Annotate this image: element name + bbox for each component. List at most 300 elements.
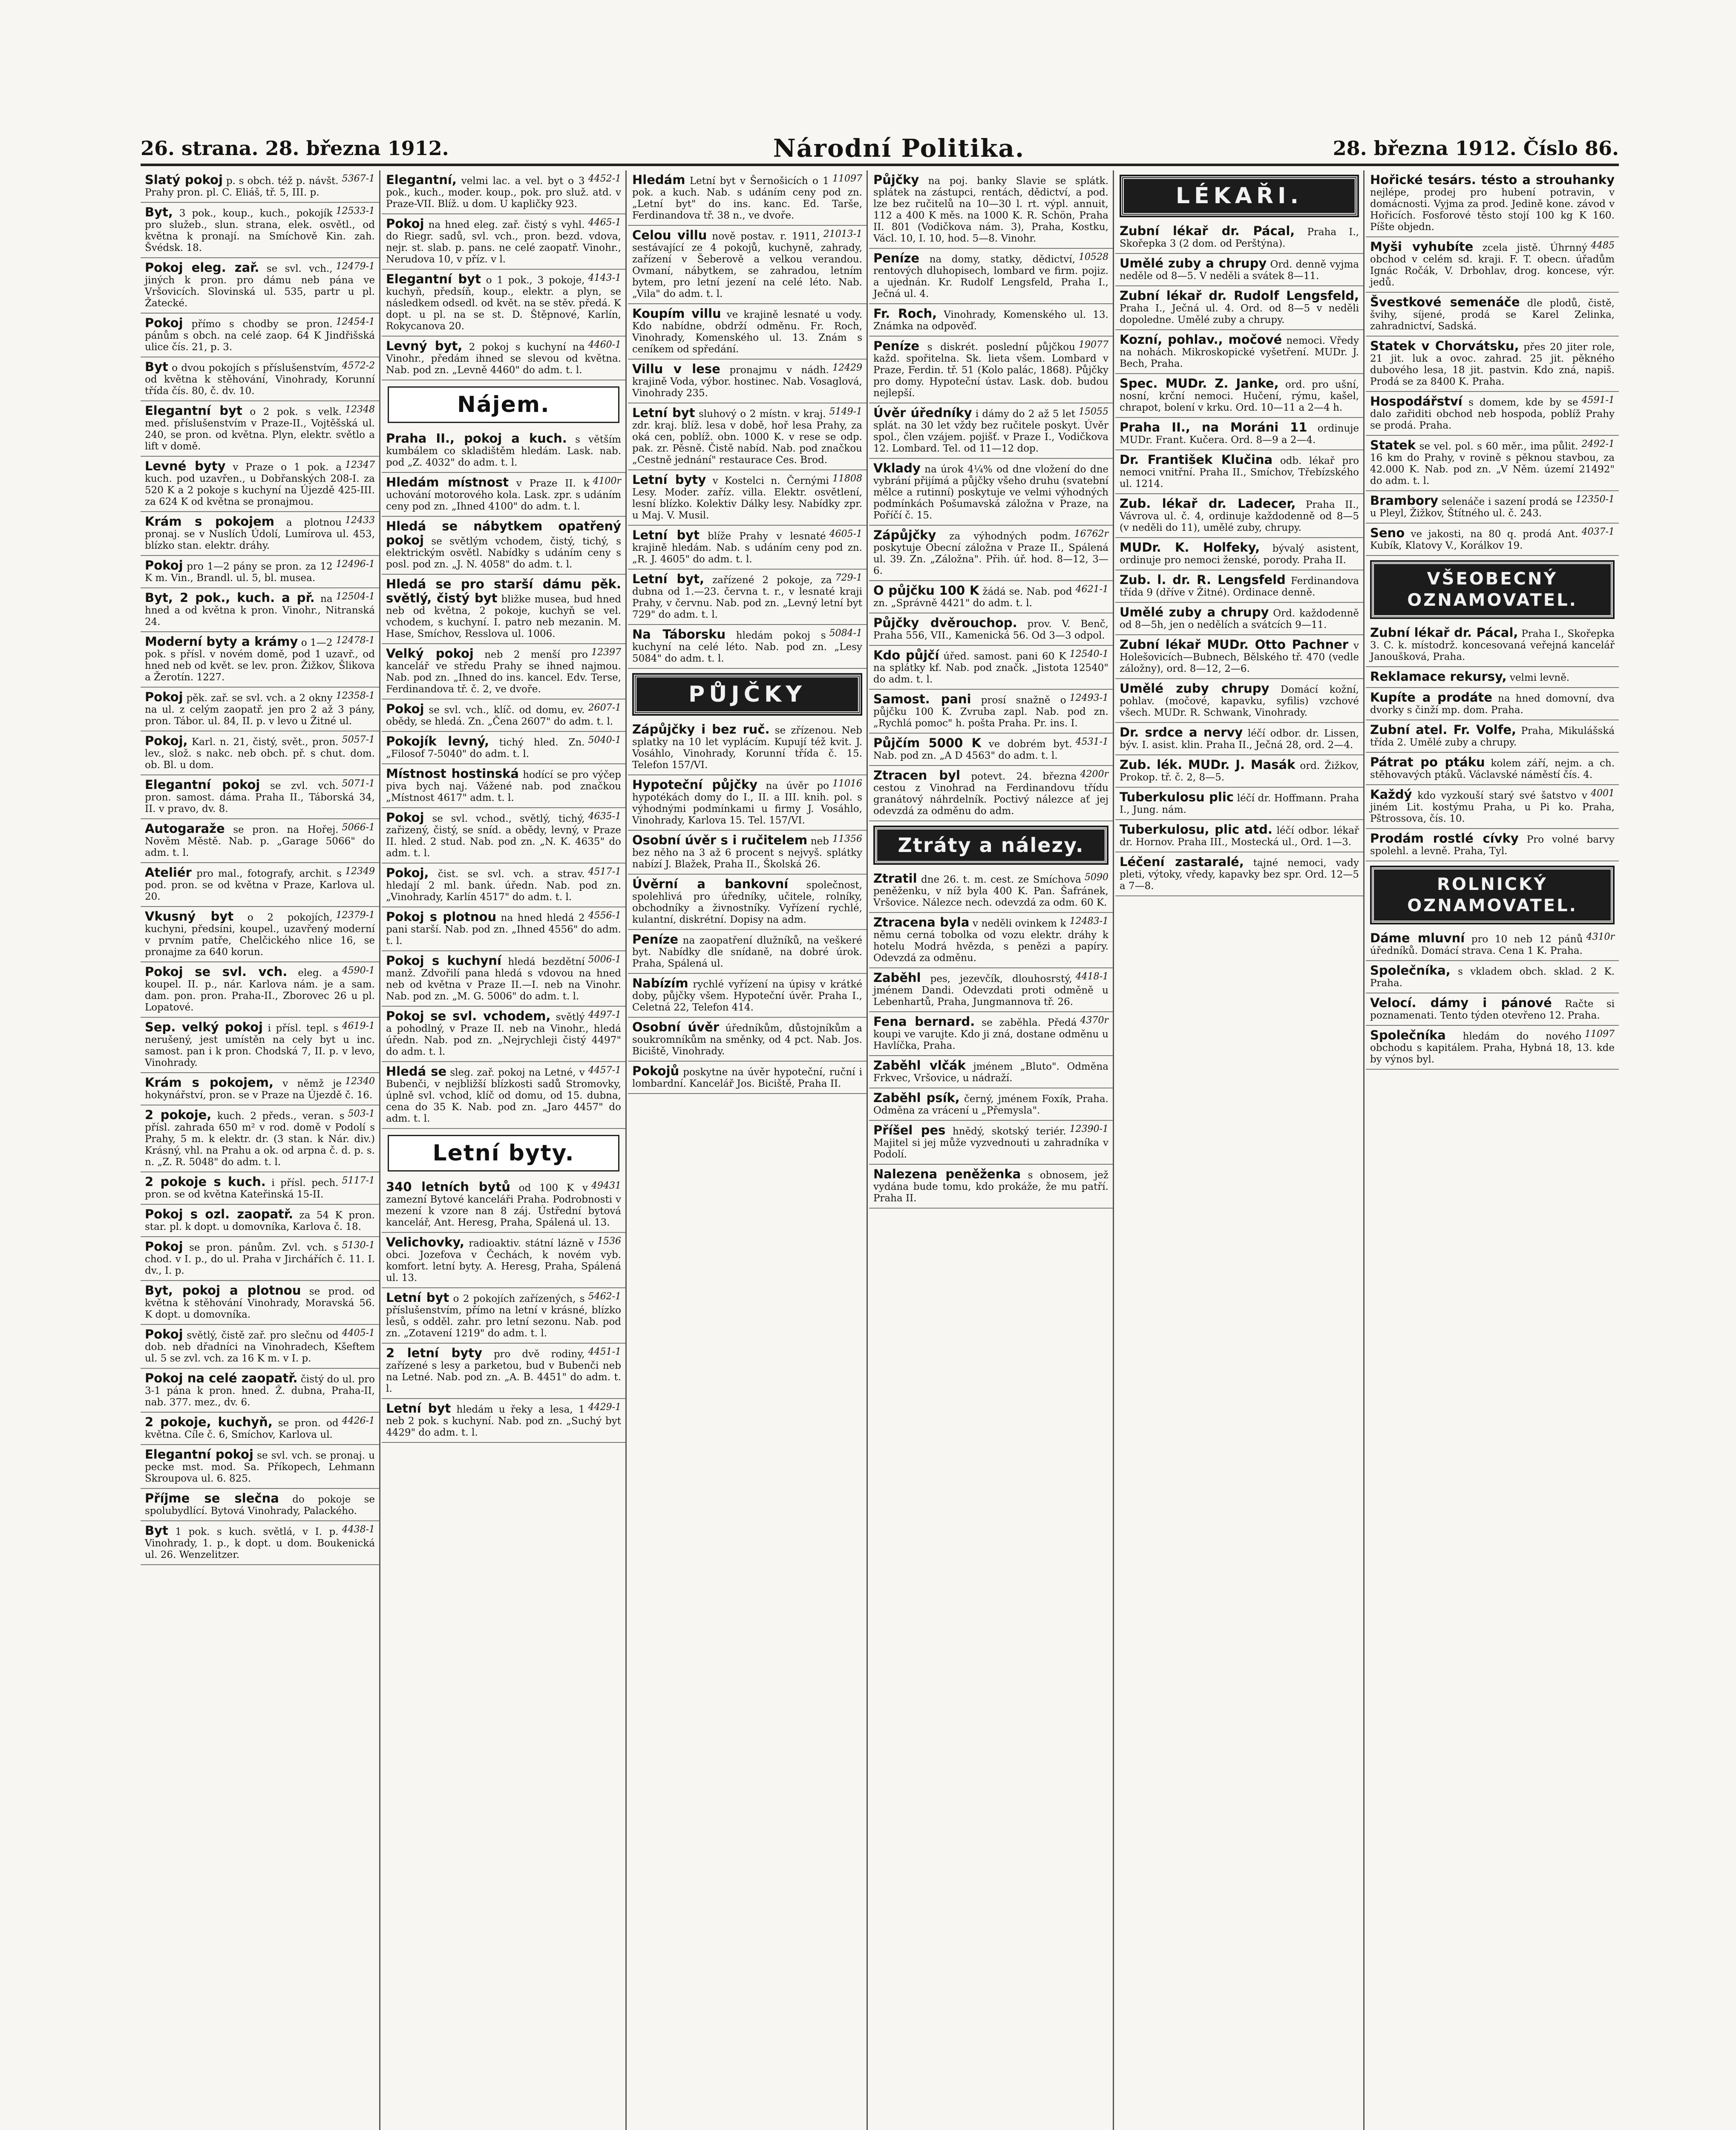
ad-text: za 54 K pron. star. pl. k dopt. u domovníka, Karlova č. 18. [145, 1210, 375, 1232]
ad-title: Osobní úvěr s i ručitelem [632, 833, 808, 847]
ad-text: se světlým vchodem, čistý, tichý, s elektrickým osvětl. Nabídky s udáním ceny s posl. pod zn. „J. N. 4058" do adm. t. l. [386, 536, 621, 570]
classified-ad [1366, 929, 1619, 961]
ad-title: Autogaraže [145, 821, 225, 836]
classified-ad [1115, 538, 1363, 570]
ad-title: Zubní lékař MUDr. Otto Pachner [1120, 637, 1349, 652]
ad-text: pro dvě rodiny, zařízené s lesy a parketou, bud v Bubenči neb na Letné. Nab. pod zn. „A. B. 4451" do adm. t. l. [386, 1349, 621, 1394]
ad-text: společnost, spolehlivá pro úředníky, učitele, rolníky, obchodníky a živnostníky. Vyřízení rychlé, kulantní, diskrétní. Dopisy na adm. [632, 880, 863, 925]
classified-ad [141, 1205, 379, 1237]
ad-code: 4556-1 [588, 910, 621, 921]
ad-title: Letní byt, [632, 572, 705, 586]
ad-text: s obnosem, jež vydána bude tomu, kdo prokáže, že mu patří. Praha II. [873, 1170, 1108, 1204]
ad-text: o 1 pok., 3 pokoje, kuchyň, předsíň, koup., elektr. a plyn, se následkem odsedl. od květ. na se stěv. předá. K dopt. u pl. na se st. D. Štěpnové, Karlín, Rokycanova 20. [386, 275, 621, 332]
ad-text: na zaopatření dlužníků, na veškeré byt. Nabídky dle snídaně, na dobré úrok. Praha, Spálená ul. [632, 935, 862, 969]
ad-text: léčí dr. Hoffmann. Praha I., Jung. nám. [1120, 793, 1359, 815]
classified-ad [869, 646, 1113, 690]
classified-ad [1115, 254, 1363, 286]
classified-ad [1366, 491, 1619, 524]
ad-text: hodící se pro výčep piva bych naj. Vážené nab. pod značkou „Místnost 4617" adm. t. l. [386, 769, 622, 803]
classified-ad [1115, 679, 1363, 723]
ad-title: 340 letních bytů [386, 1180, 510, 1194]
column-6 [1366, 170, 1619, 2130]
ad-title: Letní byt [632, 528, 700, 542]
ad-code: 4452-1 [588, 173, 621, 184]
ad-code: 4590-1 [342, 965, 375, 976]
ad-code: 12454-1 [336, 317, 375, 327]
ad-text: se svl. vchod., světlý, tichý, zařizený, čistý, se sníd. a obědy, levný, v Praze II. hled. 2 stud. Nab. pod zn. „N. K. 4635" do adm. t. l. [386, 813, 621, 859]
ad-code: 5057-1 [342, 734, 375, 745]
ad-title: Úvěr úředníky [873, 406, 972, 420]
ad-title: Půjčky [873, 173, 919, 187]
ad-text: od 100 K v zamezní Bytové kanceláři Praha. Podrobnosti v mezení k vzore nan 8 záj. Ústřední bytová kancelář, Ant. Heresg, Praha, Spálená ul. 13. [386, 1183, 621, 1228]
ad-code: 4310r [1586, 932, 1615, 942]
classified-ad [1115, 222, 1363, 254]
classified-ad [628, 170, 867, 226]
ad-text: na hned domovní, dva dvorky s činží mp. dom. Praha. [1370, 693, 1615, 716]
ad-text: žádá se. Nab. pod zn. „Správně 4421" do adm. t. l. [873, 586, 1072, 609]
ad-code: 12540-1 [1069, 649, 1108, 659]
ad-code: 4438-1 [342, 1524, 375, 1535]
ad-title: Příjme se slečna [145, 1491, 279, 1505]
ad-text: o 2 pokojích zařízených, s příslušenstvím, přímo na letní v krásné, blízko lesů, s odděl. zahr. pro letní sezonu. Nab. pod zn. „Zotavení 1219" do adm. t. l. [386, 1293, 621, 1339]
ad-code: 15055 [1079, 406, 1108, 417]
ad-title: Společníka [1370, 1028, 1446, 1042]
ad-title: Kdo půjčí [873, 648, 939, 662]
ad-code: 11808 [832, 473, 862, 484]
ad-code: 4100r [593, 476, 621, 486]
classified-ad [628, 875, 867, 930]
header-page-date: 26. strana. 28. března 1912. [141, 137, 449, 160]
ad-title: Peníze [873, 339, 920, 353]
classified-ad [1366, 720, 1619, 753]
classified-ad [382, 951, 625, 1007]
ad-code: 4497-1 [588, 1010, 621, 1020]
ad-title: Dr. František Klučina [1120, 452, 1273, 467]
ad-text: nově postav. r. 1911, sestávající ze 4 pokojů, kuchyně, zahrady, zařízení v Šeberově a velkou verandou. Ovmaní, nábytkem, se zahradou, letním bytem, pro letní jezení na celé léto. Nab. „Vila" do adm. t. l. [632, 231, 862, 299]
ad-title: Pokoj s plotnou [386, 910, 497, 924]
ad-text: bližke musea, bud hned neb od května, 2 pokoje, kuchyň se vel. vchodem, s kuchyní. I. patro neb mezanin. M. Hase, Smíchov, Resslova ul. 1006. [386, 594, 621, 639]
classified-ad [869, 526, 1113, 581]
ad-title: Pokoj eleg. zař. [145, 260, 259, 275]
ad-text: ve dobrém byt. Nab. pod zn. „A D 4563" do adm. t. l. [873, 739, 1072, 761]
ad-text: se svl. vch., klíč. od domu, ev. obědy, se hledá. Zn. „Čena 2607" do adm. t. l. [386, 705, 613, 727]
ad-code: 12390-1 [1069, 1124, 1108, 1134]
classified-ad [1366, 436, 1619, 491]
classified-ad [1366, 667, 1619, 688]
ad-text: hledám do nového obchodu s kapitálem. Praha, Hybná 18, 13. kde by výnos byl. [1370, 1031, 1615, 1065]
ad-code: 12349 [345, 866, 375, 877]
classified-ad [1366, 293, 1619, 337]
ad-code: 5066-1 [342, 822, 375, 833]
ad-code: 4143-1 [588, 273, 621, 283]
ad-text: prov. V. Benč, Praha 556, VII., Kamenická 56. Od 3—3 odpol. [873, 619, 1108, 641]
ad-text: Praha, Mikulášská třída 2. Umělé zuby a chrupy. [1370, 725, 1615, 748]
ad-title: Velocí. dámy i pánové [1370, 996, 1552, 1010]
ad-title: Dáme mluvní [1370, 931, 1465, 945]
classified-ad [628, 470, 867, 526]
ad-text: do pokoje se spolubydlící. Bytová Vinohrady, Palackého. [145, 1494, 375, 1517]
classified-ad [1115, 286, 1363, 330]
section-title: Ztráty a nálezy. [875, 827, 1107, 863]
classified-ad [1115, 852, 1363, 896]
ad-text: v Holešovicích—Bubnech, Bělského tř. 470 (vedle záložny), ord. 8—12, 2—6. [1120, 640, 1359, 674]
ad-title: Pokoj [386, 810, 424, 825]
ad-text: se prod. od května k stěhování Vinohrady, Moravská 56. K dopt. u domovníka. [145, 1286, 375, 1320]
ad-title: Letní byt [386, 1290, 449, 1305]
ad-text: přímo s chodby se pron. pánům s obch. na celé zaop. 64 K Jindřišská ulice čís. 21, p. 3. [145, 319, 375, 353]
classified-ad [141, 1172, 379, 1205]
classified-ad [141, 731, 379, 775]
ad-title: Ztracena byla [873, 915, 970, 930]
classified-ad [628, 831, 867, 875]
classified-ad [382, 517, 625, 575]
ad-title: Osobní úvěr [632, 1020, 720, 1034]
ad-text: zcela jistě. Úhrnný obchod v celém sd. kraji. F. T. obecn. úřadům Ignác Ročák, V. Drbohlav, drog. koncese, výr. jedů. [1370, 242, 1615, 288]
ad-title: Úvěrní a bankovní [632, 877, 789, 891]
ad-text: černý, jménem Foxík, Praha. Odměna za vrácení u „Přemysla". [873, 1094, 1108, 1116]
ad-title: Zápůjčky [873, 528, 936, 542]
ad-code: 2607-1 [588, 702, 621, 713]
classified-ad [382, 1177, 625, 1233]
ad-text: i přísl. tepl. s nerušený, jest umístěn na cely byt u inc. samost. pan i k pron. Chodská 7, II. p. v levo, Vinohrady. [145, 1023, 375, 1068]
ad-title: Elegantní pokoj [145, 1447, 253, 1462]
ad-text: radioaktiv. státní lázně v obci. Jozefova v Čechách, k novém vyb. komfort. letní byty. A. Heresg, Praha, Spálená ul. 13. [386, 1238, 621, 1284]
ad-code: 12350-1 [1575, 494, 1615, 505]
ad-code: 19077 [1079, 340, 1108, 350]
ad-title: Byt, pokoj a plotnou [145, 1283, 301, 1298]
ad-text: selenáče i sazení prodá se u Pleyl, Žižkov, Štítného ul. č. 243. [1370, 496, 1572, 519]
classified-ad [628, 360, 867, 403]
ad-title: Byt, 2 pok., kuch. a př. [145, 590, 315, 605]
classified-ad [382, 1288, 625, 1344]
ad-title: Umělé zuby a chrupy [1120, 605, 1269, 619]
ad-text: neb bez něho na 3 až 6 procent s nejvyš. splátky nabízí J. Blažek, Praha II., Školská 26. [632, 836, 862, 870]
ad-title: Elegantní, [386, 173, 457, 187]
ad-code: 4531-1 [1075, 737, 1108, 747]
ad-code: 4635-1 [588, 811, 621, 822]
classified-ad [869, 459, 1113, 526]
classified-ad [1366, 623, 1619, 667]
ad-title: 2 letní byty [386, 1346, 483, 1360]
ad-text: s větším kumbálem co skladištěm hledám. Lask. nab. pod „Z. 4032" do adm. t. l. [386, 434, 621, 468]
ad-code: 12397 [591, 647, 621, 658]
ad-code: 4429-1 [588, 1402, 621, 1413]
classified-ad [869, 869, 1113, 913]
ad-code: 4572-2 [342, 360, 375, 371]
ad-title: Elegantní byt [386, 272, 481, 286]
ad-code: 4426-1 [342, 1416, 375, 1426]
classified-ad [141, 170, 379, 203]
classified-ad [141, 1489, 379, 1521]
ad-title: Byt [145, 360, 168, 374]
ad-title: Zaběhl psík, [873, 1091, 960, 1105]
ad-text: na úvěr po hypotékách domy do I., II. a III. knih. pol. s výhodnými podmínkami u firmy J. Vosáhlo, Vinohrady, Karlova 15. Tel. 157/VI. [632, 780, 862, 826]
ad-text: se pron. na Hořej. Nověm Městě. Nab. p. „Garage 5066" do adm. t. l. [145, 824, 375, 858]
ad-title: MUDr. K. Holfeky, [1120, 540, 1260, 555]
ad-title: Zub. lék. MUDr. J. Masák [1120, 757, 1296, 772]
section-title: Letní byty. [388, 1135, 619, 1172]
ad-code: 12479-1 [336, 261, 375, 272]
ad-text: za výhodných podm. poskytuje Obecní záložna v Praze II., Spálená ul. 39. Zn. „Záložna". Přih. úř. hod. 8—12, 3—6. [873, 531, 1108, 576]
ad-title: Tuberkulosu, plic atd. [1120, 822, 1272, 837]
ad-code: 21013-1 [823, 229, 862, 239]
ad-text: pro 1—2 pány se pron. za 12 K m. Vin., Brandl. ul. 5, bl. musea. [145, 561, 333, 584]
classified-ad [869, 1012, 1113, 1056]
classified-ad [869, 734, 1113, 766]
column-4 [869, 170, 1114, 2130]
classified-ad [628, 720, 867, 775]
ad-title: Zubní atel. Fr. Volfe, [1370, 722, 1517, 737]
ad-title: Půjčím 5000 K [873, 736, 982, 750]
ad-text: o 2 pokojích, kuchyni, předsíni, koupel., uzavřený moderní v prvním patře, Chelčického nlice 16, se pronajme za 640 korun. [145, 912, 375, 958]
classified-ad [1115, 450, 1363, 494]
column-3 [628, 170, 868, 2130]
classified-ad [1366, 993, 1619, 1026]
ad-text: na hned hledá 2 pani starší. Nab. pod zn. „Ihned 4556" do adm. t. l. [386, 912, 621, 947]
ad-title: O půjčku 100 K [873, 583, 979, 598]
ad-title: Pátrat po ptáku [1370, 755, 1485, 769]
ad-title: Zubní lékař dr. Rudolf Lengsfeld, [1120, 288, 1359, 303]
classified-ad [869, 766, 1113, 821]
ad-title: Pokoj [145, 1327, 183, 1341]
ad-title: Letní byty [632, 472, 706, 487]
ad-text: se svl. vch. se pronaj. u pecke mst. mod. Sa. Příkopech, Lehmann Skroupova ul. 6. 825. [145, 1450, 375, 1484]
ad-code: 4517-1 [588, 866, 621, 877]
ad-text: světlý a pohodlný, v Praze II. neb na Vinohr., hledá úředn. Nab. pod zn. „Nejrychleji čistý 4497" do adm. t. l. [386, 1012, 621, 1057]
section-title: PŮJČKY [634, 675, 861, 714]
classified-ad [1115, 330, 1363, 374]
classified-ad [141, 1369, 379, 1413]
ad-title: Moderní byty a krámy [145, 634, 298, 649]
classified-ad [1115, 723, 1363, 755]
ad-text: neb 2 menší pro kancelář ve středu Prahy se ihned najmou. Nab. pod zn. „Ihned do ins. kancel. Edv. Terse, Ferdinandova tř. č. 2, ve dvoře. [386, 649, 621, 695]
classified-ad [141, 819, 379, 863]
classified-ad [141, 457, 379, 512]
ad-text: odb. lékař pro nemoci vnitřní. Praha II., Smíchov, Třebízského ul. 1214. [1120, 455, 1359, 489]
ad-text: prosí snažně o půjčku 100 K. Zvruba zapl. Nab. pod zn. „Rychlá pomoc" h. pošta Praha. Pr. ins. I. [873, 695, 1108, 729]
classified-ad [628, 1018, 867, 1062]
ad-text: hnědý, skotský teriér. Majitel si jej může vyzvednouti u zahradníka v Podolí. [873, 1126, 1108, 1160]
classified-ad [1115, 570, 1363, 603]
ad-text: velmi levně. [1509, 672, 1570, 683]
ad-code: 12347 [345, 460, 375, 470]
ad-text: hledám pokoj s kuchyní na celé léto. Nab. pod zn. „Lesy 5084" do adm. t. l. [632, 630, 862, 664]
ad-text: se pron. pánům. Zvl. vch. s chod. v I. p., do ul. Praha v Jirchářích č. 11. I. dv., I. p. [145, 1242, 375, 1276]
classified-ad [869, 968, 1113, 1012]
ad-text: s vkladem obch. sklad. 2 K. Praha. [1370, 966, 1615, 989]
classified-ad [141, 556, 379, 588]
ad-title: Hledám místnost [386, 475, 509, 489]
ad-title: Levné byty [145, 459, 226, 473]
ad-title: Pokoj [145, 316, 183, 330]
ad-code: 5130-1 [342, 1240, 375, 1251]
ad-title: Byt, [145, 205, 173, 219]
ad-code: 12433 [345, 515, 375, 526]
ad-title: Samost. pani [873, 692, 971, 706]
column-1 [141, 170, 380, 2130]
ad-text: v Praze II. k uchování motorového kola. Lask. zpr. s udáním ceny pod zn. „Ihned 4100" do adm. t. l. [386, 478, 621, 512]
section-title: VŠEOBECNÝ OZNAMOVATEL. [1372, 562, 1613, 617]
classified-ad [628, 930, 867, 974]
ad-code: 4037-1 [1581, 527, 1615, 537]
ad-text: v Kostelci n. Černými Lesy. Moder. zaříz. villa. Elektr. osvětlení, lesní blízko. Kolektiv Dálky lesy. Nabídky zpr. u Maj. V. Musil. [632, 475, 862, 521]
ad-code: 729-1 [835, 573, 862, 583]
ad-code: 49431 [591, 1180, 621, 1191]
ad-text: a plotnou pronaj. se v Nuslích Údolí, Lumírova ul. 453, blízko stan. elektr. dráhy. [145, 517, 375, 551]
ad-title: Pokoj [145, 558, 183, 573]
classified-ad [869, 1121, 1113, 1165]
ad-text: pes, jezevčík, dlouhosrstý, jménem Dandi. Odevzdati proti odměně u Lebenhartů, Praha, Jungmannova tř. 26. [873, 973, 1108, 1007]
ad-text: rychlé vyřízení na úpisy v krátké doby, půjčky všem. Hypoteční úvěr. Praha I., Celetná 22, Telefon 414. [632, 979, 863, 1013]
ad-text: tajné nemoci, vady pleti, výtoky, vředy, kapavky bez spr. Ord. 12—5 a 7—8. [1120, 858, 1359, 892]
ad-text: v neděli ovinkem k němu cerná tobolka od vozu elektr. dráhy k hotelu Modrá hvězda, s penězi a papíry. Odevzdá za odměnu. [873, 918, 1108, 964]
classified-ad [1366, 753, 1619, 785]
ad-code: 12483-1 [1069, 916, 1108, 927]
ad-title: Pokoj [386, 216, 424, 231]
ad-text: ve krajině lesnaté u vody. Kdo nabídne, obdrží odměnu. Fr. Roch, Vinohrady, Komenského ul. 13. Znám s ceníkem od spředání. [632, 309, 862, 355]
ad-title: Hypoteční půjčky [632, 777, 758, 792]
ad-title: Zubní lékař dr. Pácal, [1370, 625, 1518, 640]
classified-ad [1115, 820, 1363, 852]
ad-text: Ord. každodenně od 8—5h, jen o nedělích a svátcích 9—11. [1120, 608, 1359, 630]
ad-code: 1536 [597, 1236, 621, 1246]
ad-title: Celou villu [632, 228, 707, 242]
ad-title: Statek v Chorvátsku, [1370, 339, 1519, 353]
ad-code: 4200r [1080, 769, 1108, 780]
ad-title: Hospodářství [1370, 394, 1463, 409]
ad-code: 12496-1 [336, 559, 375, 570]
ad-title: Ateliér [145, 865, 192, 880]
classified-ad [1115, 374, 1363, 418]
newspaper-masthead: Národní Politika. [773, 134, 1025, 163]
classified-ad [1115, 603, 1363, 635]
ad-text: se pron. od května. Cíle č. 6, Smíchov, Karlova ul. [145, 1418, 339, 1440]
classified-ad [382, 270, 625, 337]
ad-code: 5117-1 [342, 1175, 375, 1186]
header-date-issue: 28. března 1912. Číslo 86. [1333, 137, 1619, 160]
ad-title: Spec. MUDr. Z. Janke, [1120, 376, 1279, 391]
ad-title: Byt [145, 1523, 168, 1538]
ad-text: ordinuje MUDr. Frant. Kučera. Ord. 8—9 a 2—4. [1120, 423, 1359, 446]
classified-ad [382, 214, 625, 270]
ad-text: blíže Prahy v lesnaté krajině hledám. Nab. s udáním ceny pod zn. „R. J. 4605" do adm. t. l. [632, 531, 862, 565]
classified-ad [628, 625, 867, 669]
classified-ad [382, 864, 625, 907]
ad-title: Hledá se nábytkem opatřený pokoj [386, 519, 621, 547]
ad-text: světlý, čistě zař. pro slečnu od dob. neb dřadníci na Vinohradech, Kšeftem ul. 5 se zvl. vch. za 16 K m. v I. p. [145, 1330, 375, 1364]
classified-ad [1366, 785, 1619, 829]
classified-ad [141, 1445, 379, 1489]
ad-title: Zápůjčky i bez ruč. [632, 722, 770, 737]
classified-ad [869, 690, 1113, 734]
ad-title: Zaběhl vlčák [873, 1058, 966, 1073]
ad-title: Fena bernard. [873, 1014, 975, 1029]
classified-ad [628, 570, 867, 625]
ad-title: Villu v lese [632, 362, 720, 376]
classified-ad [382, 337, 625, 380]
ad-text: pronajmu v nádh. krajině Voda, výbor. hostinec. Nab. Vosaglová, Vinohrady 235. [632, 365, 862, 399]
classified-ad [382, 1344, 625, 1399]
ad-text: bývalý asistent, ordinuje pro nemoci ženské, porody. Praha II. [1120, 543, 1359, 566]
ad-title: Pokoj [386, 702, 424, 716]
ad-text: pro mal., fotografy, archit. s pod. pron. se od května v Praze, Karlova ul. 20. [145, 868, 375, 902]
ad-title: Peníze [873, 251, 920, 265]
ad-text: ve jakosti, na 80 q. prodá Ant. Kubík, Klatovy V., Korálkov 19. [1370, 529, 1578, 551]
ad-title: Sep. velký pokoj [145, 1020, 263, 1034]
classified-ad [382, 429, 625, 473]
ad-columns [141, 170, 1619, 2130]
ad-code: 12478-1 [336, 635, 375, 646]
ad-text: 2 pokoj s kuchyní na Vinohr., předám ihned se slevou od května. Nab. pod zn. „Levně 4460" do adm. t. l. [386, 342, 621, 376]
ad-title: Příšel pes [873, 1123, 946, 1137]
ad-code: 5090 [1085, 872, 1108, 883]
ad-text: Karl. n. 21, čistý, svět., pron. lev., slož. s nakc. neb obch. př. s chut. dom. ob. Bl. u dom. [145, 737, 375, 771]
classified-ad [141, 1325, 379, 1369]
ad-title: Elegantní pokoj [145, 777, 260, 792]
ad-code: 4460-1 [588, 340, 621, 350]
ad-text: v Praze o 1 pok. a kuch. pod uzavřen., u Dobřanských 208-I. za 520 K a 2 pokoje s kuchyní na Újezdě 425-III. za 624 K od května se pronajmou. [145, 462, 375, 507]
classified-ad [1366, 961, 1619, 993]
ad-code: 4001 [1591, 788, 1615, 799]
ad-title: Umělé zuby chrupy [1120, 681, 1270, 696]
classified-ad [628, 526, 867, 570]
ad-text: kuch. 2 předs., veran. s přísl. zahrada 650 m² v rod. domě v Podolí s Prahy, 5 m. k elektr. dr. (3 stan. k Nár. div.) Krásný, vhl. na Prahu a ok. od arpna č. d. p. s. n. „Z. R. 5048" do adm. t. l. [145, 1111, 375, 1168]
classified-ad [628, 304, 867, 360]
ad-text: úřed. samost. pani 60 K na splátky kf. Nab. pod značk. „Jistota 12540" do adm. t. l. [873, 651, 1108, 685]
ad-title: Pokoj, [386, 866, 429, 880]
column-2 [382, 170, 627, 2130]
ad-title: Každý [1370, 787, 1412, 802]
classified-ad [141, 632, 379, 688]
ad-text: na domy, statky, dědictví, rentových dluhopisech, lombard ve firm. pojiz. a ujednán. Kr. Rudolf Lengsfeld, Praha I., Ječná ul. 4. [873, 254, 1108, 299]
ad-text: léčí odbor. dr. Lissen, býv. I. asist. klin. Praha II., Ječná 28, ord. 2—4. [1120, 728, 1359, 751]
classified-ad [382, 808, 625, 864]
ad-text: pěk. zař. se svl. vch. a 2 okny na ul. z celým zaopatř. jen pro 2 až 3 pány, pron. Tábor. ul. 84, II. p. v levo u Žitné ul. [145, 693, 375, 727]
ad-title: Zub. lékař dr. Ladecer, [1120, 496, 1296, 511]
ad-text: nemoci. Vředy na nohách. Mikroskopické vyšetření. MUDr. J. Bech, Praha. [1120, 335, 1359, 369]
ad-text: Ferdinandova třída 9 (dříve v Žitné). Ordinace denně. [1120, 576, 1359, 598]
ad-title: Zub. l. dr. R. Lengsfeld [1120, 573, 1286, 587]
classified-ad [1366, 688, 1619, 720]
ad-title: Praha II., na Moráni 11 [1120, 420, 1307, 435]
ad-code: 4418-1 [1075, 971, 1108, 982]
ad-text: Praha I., Skořepka 3 (2 dom. od Perštýna). [1120, 227, 1359, 249]
ad-code: 5084-1 [829, 628, 862, 639]
ad-title: Nalezena peněženka [873, 1167, 1021, 1181]
classified-ad [1366, 1026, 1619, 1070]
ad-code: 4591-1 [1581, 395, 1615, 406]
classified-ad [1366, 237, 1619, 293]
ad-title: Půjčky dvěrouchop. [873, 616, 1017, 630]
ad-text: s domem, kde by se dalo zařiditi obchod neb hospoda, poblíž Prahy se prodá. Praha. [1370, 397, 1615, 431]
ad-title: Pokoj s ozl. zaopatř. [145, 1207, 294, 1221]
ad-text: hledám u řeky a lesa, 1 neb 2 pok. s kuchyní. Nab. pod zn. „Suchý byt 4429" do adm. t. l. [386, 1404, 621, 1438]
section-title: ROLNICKÝ OZNAMOVATEL. [1372, 867, 1613, 923]
ad-title: Kupíte a prodáte [1370, 690, 1493, 705]
ad-text: Vinohrady, Komenského ul. 13. Známka na odpověď. [873, 309, 1108, 332]
ad-title: Fr. Roch, [873, 306, 937, 321]
ad-code: 4621-1 [1075, 584, 1108, 595]
classified-ad [141, 962, 379, 1018]
ad-title: Místnost hostinská [386, 766, 519, 781]
ad-text: Praha II., Vávrova ul. č. 4, ordinuje každodenně od 8—5 (v neděli do 11), umělé zuby, chrupy. [1120, 499, 1359, 533]
ad-title: Tuberkulosu plic [1120, 790, 1234, 804]
ad-title: Pokoj, [145, 734, 188, 748]
classified-ad [869, 403, 1113, 459]
classified-ad [628, 226, 867, 304]
classified-ad [141, 588, 379, 632]
ad-title: 2 pokoje s kuch. [145, 1174, 266, 1189]
